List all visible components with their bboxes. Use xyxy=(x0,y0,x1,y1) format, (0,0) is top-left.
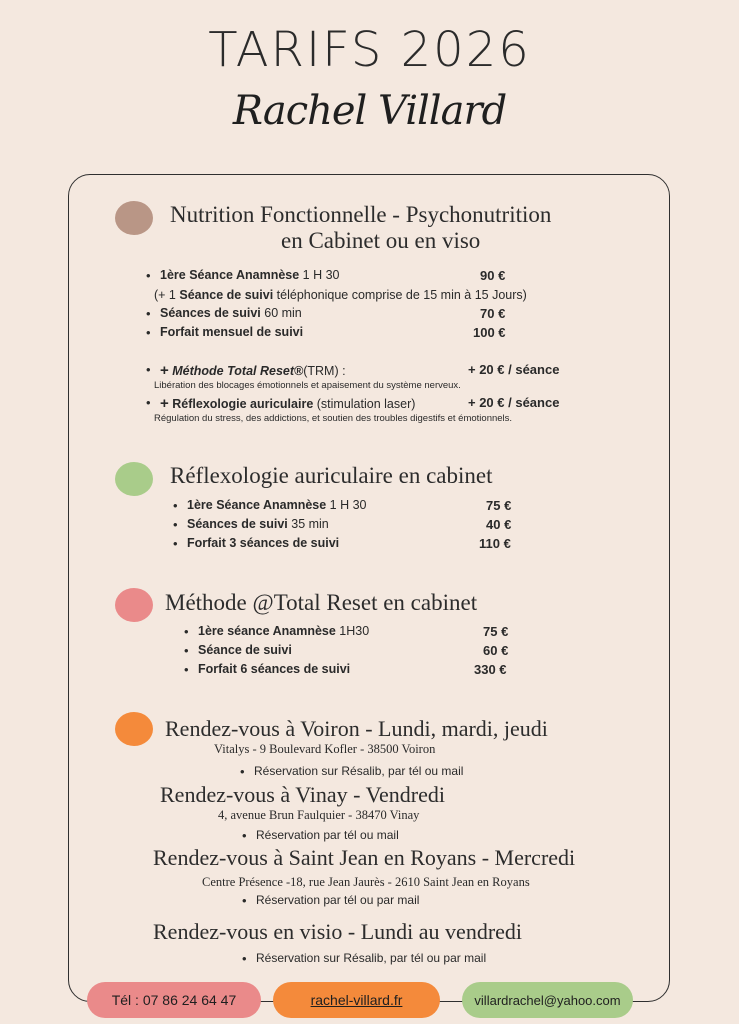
reflexo-item-2: • Séances de suivi 35 min xyxy=(187,517,329,531)
reset-item-2-price: 60 € xyxy=(483,643,509,658)
reflexo-dot-icon xyxy=(115,462,153,496)
reflexo-item-3-price: 110 € xyxy=(479,536,511,551)
website-link[interactable]: rachel-villard.fr xyxy=(273,982,440,1018)
reset-dot-icon xyxy=(115,588,153,622)
reflexo-item-3: • Forfait 3 séances de suivi xyxy=(187,536,339,550)
reflexo-title: Réflexologie auriculaire en cabinet xyxy=(170,463,493,488)
page-title: TARIFS 2026 xyxy=(208,22,531,78)
nutrition-item-1: • 1ère Séance Anamnèse 1 H 30 xyxy=(160,268,340,282)
nutrition-item-3-price: 100 € xyxy=(473,325,506,340)
email-link[interactable]: villardrachel@yahoo.com xyxy=(462,982,633,1018)
rdv-stjean-reservation: • Réservation par tél ou par mail xyxy=(256,893,419,907)
reset-item-3: • Forfait 6 séances de suivi xyxy=(198,662,350,676)
rdv-vinay-address: 4, avenue Brun Faulquier - 38470 Vinay xyxy=(218,808,420,822)
rdv-vinay-title: Rendez-vous à Vinay - Vendredi xyxy=(160,782,446,807)
rdv-visio-reservation: • Réservation sur Résalib, par tél ou par mail xyxy=(256,951,486,965)
reset-item-3-price: 330 € xyxy=(474,662,507,677)
reset-item-1: • 1ère séance Anamnèse 1H30 xyxy=(198,624,369,638)
rdv-voiron-address: Vitalys - 9 Boulevard Kofler - 38500 Voiron xyxy=(214,742,436,756)
nutrition-subtitle: en Cabinet ou en viso xyxy=(281,228,481,253)
reset-title: Méthode @Total Reset en cabinet xyxy=(165,590,478,615)
phone-pill[interactable]: Tél : 07 86 24 64 47 xyxy=(87,982,261,1018)
nutrition-item-2: • Séances de suivi 60 min xyxy=(160,306,302,320)
nutrition-item-note: (+ 1 Séance de suivi téléphonique comprise de 15 min à 15 Jours) xyxy=(154,288,527,302)
reflexo-item-1-price: 75 € xyxy=(486,498,512,513)
nutrition-title: Nutrition Fonctionnelle - Psychonutrition xyxy=(170,202,552,227)
nutrition-option-1: • + Méthode Total Reset®(TRM) : xyxy=(160,362,346,379)
rdv-stjean-title: Rendez-vous à Saint Jean en Royans - Mercredi xyxy=(153,845,576,870)
nutrition-option-1-desc: Libération des blocages émotionnels et apaisement du système nerveux. xyxy=(154,380,461,391)
reflexo-item-2-price: 40 € xyxy=(486,517,512,532)
nutrition-dot-icon xyxy=(115,201,153,235)
rdv-voiron-title: Rendez-vous à Voiron - Lundi, mardi, jeudi xyxy=(165,716,548,741)
plus-icon: + xyxy=(160,395,169,412)
reset-item-1-price: 75 € xyxy=(483,624,509,639)
nutrition-option-2-price: + 20 € / séance xyxy=(468,395,560,410)
reflexo-item-1: • 1ère Séance Anamnèse 1 H 30 xyxy=(187,498,367,512)
nutrition-option-2-desc: Régulation du stress, des addictions, et soutien des troubles digestifs et émotionnels. xyxy=(154,413,513,424)
nutrition-item-3: • Forfait mensuel de suivi xyxy=(160,325,303,339)
nutrition-item-2-price: 70 € xyxy=(480,306,506,321)
rdv-visio-title: Rendez-vous en visio - Lundi au vendredi xyxy=(153,919,523,944)
rdv-voiron-reservation: • Réservation sur Résalib, par tél ou mail xyxy=(254,764,463,778)
reset-item-2: • Séance de suivi xyxy=(198,643,292,657)
rdv-stjean-address: Centre Présence -18, rue Jean Jaurès - 2610 Saint Jean en Royans xyxy=(202,875,530,889)
signature: Rachel Villard xyxy=(232,88,507,134)
rdv-vinay-reservation: • Réservation par tél ou mail xyxy=(256,828,399,842)
rdv-dot-icon xyxy=(115,712,153,746)
nutrition-option-1-price: + 20 € / séance xyxy=(468,362,560,377)
nutrition-item-1-price: 90 € xyxy=(480,268,506,283)
plus-icon: + xyxy=(160,362,169,379)
nutrition-option-2: • + Réflexologie auriculaire (stimulation laser) xyxy=(160,395,415,412)
